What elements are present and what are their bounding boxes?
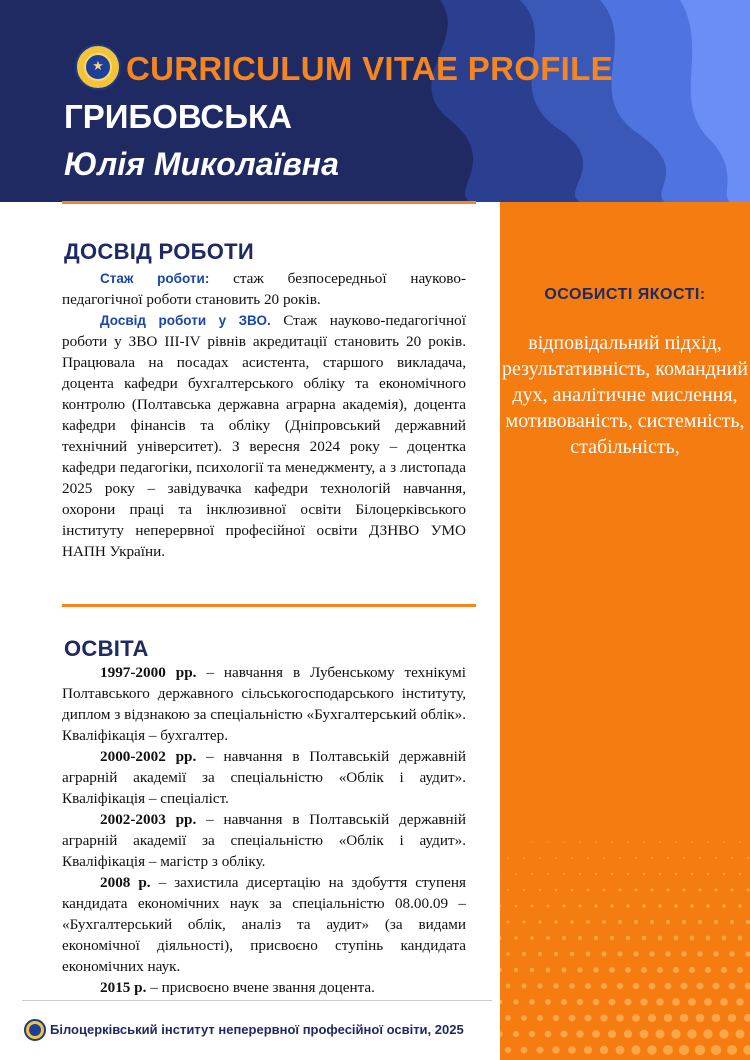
education-heading: ОСВІТА [64, 636, 149, 661]
header-banner [0, 0, 750, 202]
experience-text: Стаж науково-педагогічної роботи у ЗВО ІІІ-ІV рівнів акредитації становить 20 років. Працювала на посадах асистента, старшого викладача, доцента кафедри бухгалтерського обліку та економічного контролю (Полтавська державна аграрна академія), доцента кафедри фінансів та обліку (Дніпровський державний технічний університет). З вересня 2024 року – доцентка кафедри педагогіки, психології та менеджменту, а з листопада 2025 року – завідувачка кафедри технологій навчання, охорони праці та інклюзивної освіти Білоцерківського інституту неперервної професійної освіти ДЗНВО УМО НАПН України. [62, 312, 466, 560]
experience-heading: ДОСВІД РОБОТИ [64, 239, 255, 264]
education-item [62, 872, 466, 977]
experience-text: стаж безпосередньої науково-педагогічної роботи становить 20 років. [62, 270, 467, 308]
experience-paragraph [62, 310, 466, 562]
education-date: 2015 р. [100, 979, 147, 996]
qualities-heading: ОСОБИСТІ ЯКОСТІ: [544, 286, 706, 303]
education-item [62, 662, 466, 746]
education-item [62, 746, 466, 809]
footer-logo [24, 1019, 46, 1041]
given-names: Юлія Миколаївна [64, 146, 339, 182]
education-date: 1997-2000 рр. [100, 664, 197, 681]
surname: ГРИБОВСЬКА [64, 98, 292, 135]
footer-rule [22, 1000, 492, 1001]
qualities-text: відповідальний підхід, результативність, командний дух, аналітичне мислення, мотивованість, системність, стабільність, [502, 332, 748, 458]
education-text: – навчання в Полтавській державній аграрній академії за спеціальністю «Облік і аудит». Кваліфікація – спеціаліст. [62, 748, 466, 807]
divider-top [62, 201, 476, 204]
experience-section [62, 268, 466, 562]
experience-label: Досвід роботи у ЗВО. [100, 313, 271, 328]
footer-text: Білоцерківський інститут неперервної професійної освіти, 2025 [50, 1022, 464, 1037]
experience-paragraph [62, 268, 466, 310]
education-text: – захистила дисертацію на здобуття ступеня кандидата економічних наук за спеціальністю 08.00.09 – «Бухгалтерський облік, аналіз та аудит» (за видами економічної діяльності), присвоєно ступінь кандидата економічних наук. [62, 874, 466, 975]
education-section [62, 662, 466, 998]
education-text: – навчання в Лубенському технікумі Полтавського державного сільськогосподарського інституту, диплом з відзнакою за спеціальністю «Бухгалтерський облік». Кваліфікація – бухгалтер. [62, 664, 466, 744]
education-date: 2000-2002 рр. [100, 748, 197, 765]
education-item [62, 977, 466, 998]
divider-middle [62, 604, 476, 607]
education-text: – навчання в Полтавській державній аграрній академії за спеціальністю «Облік і аудит». Кваліфікація – магістр з обліку. [62, 811, 466, 870]
education-date: 2008 р. [100, 874, 151, 891]
experience-label: Стаж роботи: [100, 271, 210, 286]
education-text: – присвоєно вчене звання доцента. [146, 979, 375, 996]
cv-title: CURRICULUM VITAE PROFILE [126, 50, 613, 87]
institute-logo: ★ [75, 44, 121, 90]
education-item [62, 809, 466, 872]
education-date: 2002-2003 рр. [100, 811, 197, 828]
